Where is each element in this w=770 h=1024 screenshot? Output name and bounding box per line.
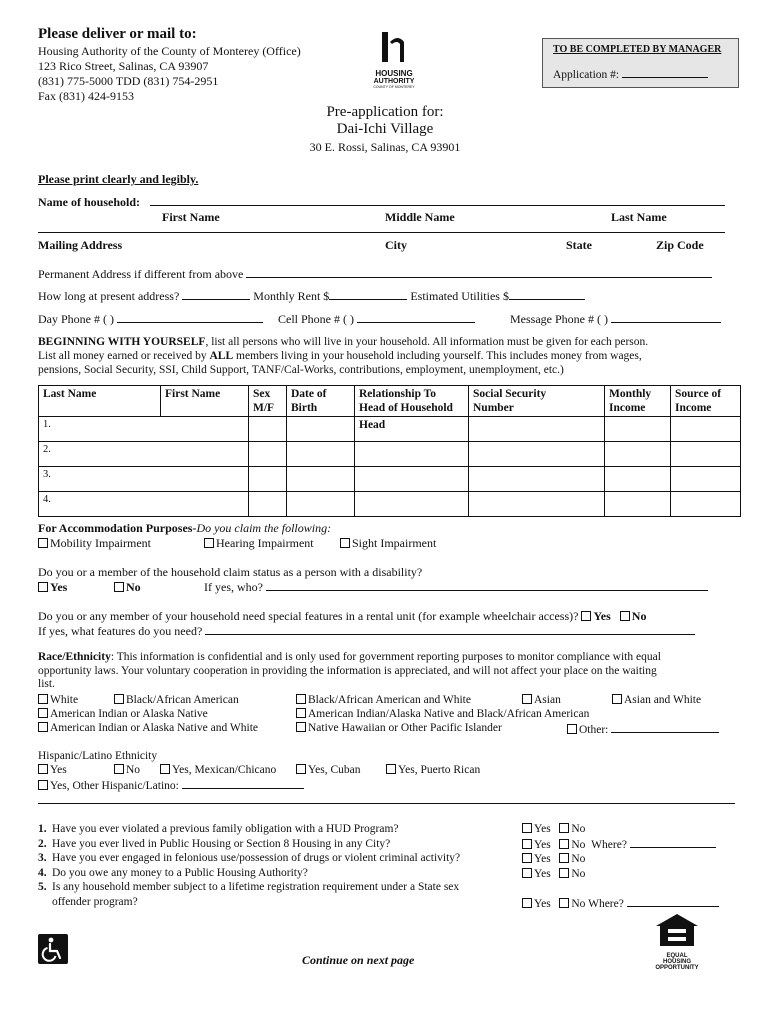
features-question — [38, 609, 646, 624]
col-dob: Date of Birth — [287, 386, 355, 417]
features-question-text: Do you or any member of your household need special features in a rental unit (for example wheelchair access)? — [38, 609, 579, 623]
features-no-checkbox[interactable] — [620, 611, 630, 621]
table-header-row — [39, 386, 741, 417]
question-3: 3. Have you ever engaged in felonious use/possession of drugs or violent criminal activity? — [38, 852, 461, 864]
col-ssn: Social Security Number — [469, 386, 605, 417]
application-number — [553, 67, 708, 81]
accessibility-icon — [38, 934, 68, 964]
hispanic-other: Yes, Other Hispanic/Latino: — [38, 778, 304, 792]
middle-name-label: Middle Name — [385, 210, 455, 224]
disability-who-label: If yes, who? — [204, 580, 263, 594]
table-row — [39, 492, 741, 517]
eligibility-questions — [38, 822, 460, 909]
manager-title: TO BE COMPLETED BY MANAGER — [553, 44, 722, 55]
col-source: Source of Income — [671, 386, 741, 417]
cell[interactable] — [355, 467, 469, 492]
hispanic-other-field[interactable] — [182, 778, 304, 789]
logo-text: AUTHORITY — [373, 78, 415, 85]
hispanic-checkbox[interactable] — [160, 764, 170, 774]
disability-no: No — [114, 580, 141, 595]
hispanic-checkbox[interactable] — [114, 764, 124, 774]
cell[interactable] — [249, 442, 287, 467]
cell[interactable] — [287, 417, 355, 442]
mailing-address-label: Mailing Address — [38, 238, 123, 252]
mobility-option: Mobility Impairment — [38, 536, 151, 551]
residence-info — [38, 289, 585, 304]
disability-who-field[interactable] — [266, 580, 708, 591]
race-checkbox[interactable] — [612, 694, 622, 704]
housing-authority-logo — [368, 30, 420, 89]
equal-housing-logo — [652, 912, 702, 971]
hispanic-puerto-rican: Yes, Puerto Rican — [386, 764, 480, 776]
print-note: Please print clearly and legibly. — [38, 172, 199, 186]
cell[interactable] — [671, 442, 741, 467]
answer-4: Yes No — [522, 867, 719, 882]
race-ethnicity-notice: Race/Ethnicity: This information is confidential and is only used for government reporting purposes to monitor compliance with equal opportunity laws. Your voluntary cooperation in providing the information is appreciated, and will not affect your place on the waiting list. — [38, 651, 661, 690]
table-row — [39, 442, 741, 467]
section-divider — [38, 803, 735, 804]
race-checkbox[interactable] — [296, 722, 306, 732]
zip-label: Zip Code — [656, 238, 704, 252]
cell[interactable] — [355, 492, 469, 517]
row-number[interactable]: 2. — [39, 442, 249, 467]
message-phone-field[interactable] — [611, 312, 721, 323]
message-phone-label: Message Phone # ( ) — [510, 312, 608, 326]
race-native-hawaiian: Native Hawaiian or Other Pacific Islander — [296, 722, 502, 734]
deliver-title: Please deliver or mail to: — [38, 26, 197, 42]
manager-box — [542, 38, 739, 88]
mailing-address-field[interactable] — [38, 232, 725, 233]
row-number[interactable]: 4. — [39, 492, 249, 517]
features-yes-checkbox[interactable] — [581, 611, 591, 621]
eho-text: OPPORTUNITY — [655, 965, 699, 971]
race-checkbox[interactable] — [38, 708, 48, 718]
answer-1: Yes No — [522, 822, 719, 837]
row-number[interactable]: 1. — [39, 417, 249, 442]
address-line: 123 Rico Street, Salinas, CA 93907 — [38, 59, 209, 73]
accommodation-heading — [38, 521, 331, 536]
cell[interactable] — [249, 492, 287, 517]
q2-where-field[interactable] — [630, 837, 716, 848]
q5-where-field[interactable] — [627, 896, 719, 907]
question-2: 2. Have you ever lived in Public Housing or Section 8 Housing in any City? — [38, 837, 391, 850]
race-american-indian: American Indian or Alaska Native — [38, 708, 208, 720]
table-row — [39, 417, 741, 442]
race-american-indian-black: American Indian/Alaska Native and Black/African American — [296, 708, 589, 720]
estimated-utilities-label: Estimated Utilities $ — [410, 289, 509, 303]
instructions-text: List all money earned or received by — [38, 350, 210, 362]
cell[interactable] — [605, 417, 671, 442]
sight-checkbox[interactable] — [340, 538, 350, 548]
race-checkbox[interactable] — [567, 724, 577, 734]
cell[interactable] — [671, 467, 741, 492]
race-asian-white: Asian and White — [612, 694, 701, 706]
cell[interactable] — [249, 417, 287, 442]
permanent-address-field[interactable] — [246, 267, 712, 278]
features-needed-label: If yes, what features do you need? — [38, 624, 203, 638]
hispanic-cuban: Yes, Cuban — [296, 764, 361, 776]
how-long-label: How long at present address? — [38, 289, 180, 303]
cell[interactable] — [469, 492, 605, 517]
answer-5: Yes No Where? — [522, 896, 719, 912]
how-long-field[interactable] — [182, 289, 250, 300]
cell[interactable] — [605, 467, 671, 492]
permanent-address — [38, 267, 712, 282]
monthly-rent-field[interactable] — [329, 289, 407, 300]
race-checkbox[interactable] — [38, 722, 48, 732]
q4-no-checkbox[interactable] — [559, 868, 569, 878]
features-needed — [38, 624, 695, 639]
col-last-name: Last Name — [39, 386, 161, 417]
cell[interactable] — [671, 492, 741, 517]
table-row — [39, 467, 741, 492]
cell-phone-label: Cell Phone # ( ) — [278, 312, 354, 326]
cell[interactable] — [287, 467, 355, 492]
continue-note: Continue on next page — [302, 953, 415, 967]
cell-phone-field[interactable] — [357, 312, 475, 323]
q5-no-checkbox[interactable] — [559, 898, 569, 908]
head-of-household-cell: Head — [355, 417, 469, 442]
household-members-table — [38, 385, 741, 517]
instructions-text: members living in your household including yourself. This includes money from wages, — [233, 350, 642, 362]
q3-no-checkbox[interactable] — [559, 853, 569, 863]
question-1: 1. Have you ever violated a previous family obligation with a HUD Program? — [38, 823, 399, 835]
race-asian: Asian — [522, 694, 561, 706]
row-number[interactable]: 3. — [39, 467, 249, 492]
monthly-rent-label: Monthly Rent $ — [253, 289, 330, 303]
page-title — [235, 104, 535, 138]
application-label: Application #: — [553, 69, 620, 81]
cell-phone — [278, 312, 475, 327]
race-black-white: Black/African American and White — [296, 694, 471, 706]
q1-no-checkbox[interactable] — [559, 823, 569, 833]
cell[interactable] — [355, 442, 469, 467]
col-first-name: First Name — [161, 386, 249, 417]
race-label: Race/Ethnicity — [38, 651, 111, 663]
hispanic-no: No — [114, 764, 140, 776]
cell[interactable] — [469, 442, 605, 467]
hispanic-yes: Yes — [38, 764, 67, 776]
race-other: Other: — [567, 722, 719, 736]
disability-question: Do you or a member of the household claim status as a person with a disability? — [38, 565, 423, 579]
q2-yes-checkbox[interactable] — [522, 839, 532, 849]
cell[interactable] — [671, 417, 741, 442]
estimated-utilities-field[interactable] — [509, 289, 585, 300]
title-line-1: Pre-application for: — [326, 104, 444, 120]
cell[interactable] — [249, 467, 287, 492]
sight-option: Sight Impairment — [340, 536, 436, 551]
features-yes: Yes — [581, 609, 610, 623]
hispanic-checkbox[interactable] — [296, 764, 306, 774]
hispanic-mexican: Yes, Mexican/Chicano — [160, 764, 276, 776]
q3-yes-checkbox[interactable] — [522, 853, 532, 863]
features-needed-field[interactable] — [205, 624, 695, 635]
hispanic-checkbox[interactable] — [38, 780, 48, 790]
office-address — [38, 44, 301, 104]
cell[interactable] — [605, 492, 671, 517]
answer-3: Yes No — [522, 852, 719, 867]
instructions-text: pensions, Social Security, SSI, Child Support, TANF/Cal-Works, contributions, employment, unemployment, etc.) — [38, 364, 564, 376]
message-phone — [510, 312, 721, 327]
accommodation-subtitle: Do you claim the following: — [196, 521, 332, 535]
hispanic-checkbox[interactable] — [386, 764, 396, 774]
cell[interactable] — [469, 417, 605, 442]
instructions-lead: BEGINNING WITH YOURSELF — [38, 336, 206, 348]
first-name-label: First Name — [162, 210, 220, 224]
application-number-field[interactable] — [622, 67, 708, 78]
q2-no-checkbox[interactable] — [559, 839, 569, 849]
permanent-address-label: Permanent Address if different from above — [38, 267, 244, 281]
instructions-all: ALL — [209, 350, 234, 362]
title-line-2: Dai-Ichi Village — [336, 121, 434, 137]
race-checkbox[interactable] — [296, 708, 306, 718]
q5-yes-checkbox[interactable] — [522, 898, 532, 908]
cell[interactable] — [605, 442, 671, 467]
disability-who — [204, 580, 708, 595]
race-checkbox[interactable] — [114, 694, 124, 704]
race-american-indian-white: American Indian or Alaska Native and White — [38, 722, 258, 734]
day-phone-field[interactable] — [117, 312, 263, 323]
features-no: No — [620, 609, 647, 623]
question-5-cont: offender program? — [52, 895, 138, 908]
race-other-field[interactable] — [611, 722, 719, 733]
household-instructions — [38, 335, 748, 377]
house-icon — [368, 30, 420, 66]
q4-yes-checkbox[interactable] — [522, 868, 532, 878]
instructions-text: , list all persons who will live in your household. All information must be given for each person. — [205, 336, 649, 348]
race-black: Black/African American — [114, 694, 239, 706]
hispanic-label: Hispanic/Latino Ethnicity — [38, 750, 158, 762]
cell[interactable] — [287, 492, 355, 517]
address-line: (831) 775-5000 TDD (831) 754-2951 — [38, 74, 219, 88]
question-answers — [522, 822, 719, 911]
last-name-label: Last Name — [611, 210, 667, 224]
city-label: City — [385, 238, 407, 252]
accommodation-title: For Accommodation Purposes- — [38, 521, 197, 535]
q1-yes-checkbox[interactable] — [522, 823, 532, 833]
property-address: 30 E. Rossi, Salinas, CA 93901 — [309, 140, 461, 154]
answer-2: Yes No Where? — [522, 837, 719, 853]
mobility-checkbox[interactable] — [38, 538, 48, 548]
question-5: 5. Is any household member subject to a lifetime registration requirement under a State sex — [38, 881, 460, 893]
household-name-label: Name of household: — [38, 195, 141, 209]
logo-text: HOUSING — [375, 69, 413, 78]
disability-yes: Yes — [38, 580, 67, 595]
disability-yes-checkbox[interactable] — [38, 582, 48, 592]
state-label: State — [566, 238, 592, 252]
day-phone — [38, 312, 263, 327]
race-checkbox[interactable] — [38, 694, 48, 704]
address-line: Housing Authority of the County of Monterey (Office) — [38, 44, 301, 58]
hearing-checkbox[interactable] — [204, 538, 214, 548]
col-sex: Sex M/F — [249, 386, 287, 417]
address-line: Fax (831) 424-9153 — [38, 89, 134, 103]
col-income: Monthly Income — [605, 386, 671, 417]
hearing-option: Hearing Impairment — [204, 536, 314, 551]
cell[interactable] — [469, 467, 605, 492]
question-4: 4. Do you owe any money to a Public Housing Authority? — [38, 866, 308, 879]
logo-text: COUNTY OF MONTEREY — [373, 85, 415, 89]
race-checkbox[interactable] — [296, 694, 306, 704]
race-checkbox[interactable] — [522, 694, 532, 704]
household-name-field[interactable] — [150, 205, 725, 206]
day-phone-label: Day Phone # ( ) — [38, 312, 114, 326]
race-white: White — [38, 694, 78, 706]
hispanic-checkbox[interactable] — [38, 764, 48, 774]
col-relationship: Relationship To Head of Household — [355, 386, 469, 417]
equal-housing-icon — [652, 912, 702, 950]
disability-no-checkbox[interactable] — [114, 582, 124, 592]
eho-text: EQUAL HOUSING — [662, 953, 691, 965]
cell[interactable] — [287, 442, 355, 467]
